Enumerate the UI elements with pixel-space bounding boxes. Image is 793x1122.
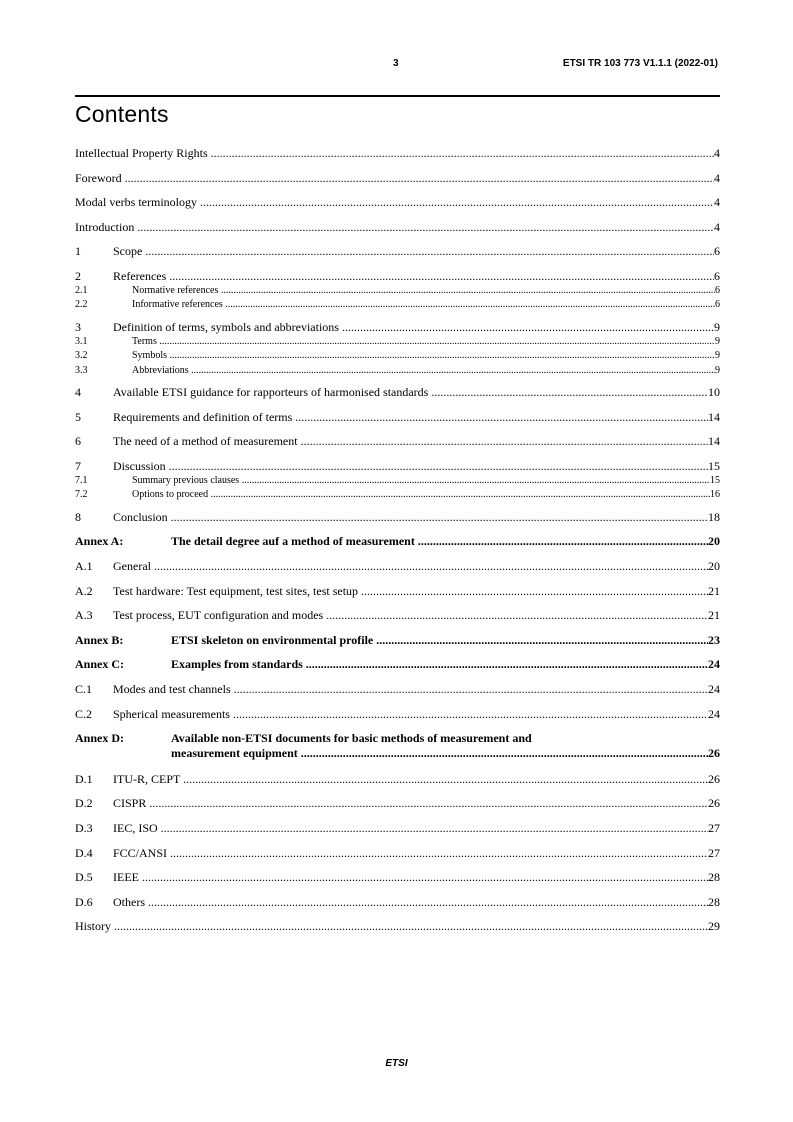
toc-page: 4 (714, 146, 720, 160)
toc-entry-a-3[interactable] (75, 608, 720, 622)
toc-label: Test hardware: Test equipment, test sites, test setup (113, 583, 359, 598)
toc-entry-7[interactable] (75, 459, 720, 473)
toc-page: 21 (708, 608, 720, 623)
page-title: Contents (75, 101, 169, 127)
toc-entry-7-1[interactable] (75, 475, 720, 487)
toc-label: The need of a method of measurement (113, 434, 298, 449)
toc-number: C.2 (75, 706, 93, 721)
toc-entry-2-1[interactable] (75, 285, 720, 297)
toc-label: Modes and test channels (113, 682, 231, 696)
toc-page: 28 (708, 894, 720, 909)
toc-entry-3-2[interactable] (75, 350, 720, 362)
toc-entry-ipr[interactable] (75, 146, 720, 160)
toc-entry-annex-d[interactable] (75, 731, 720, 761)
toc-entry-d-6[interactable] (75, 895, 720, 909)
toc-number: D.3 (75, 820, 93, 835)
toc-number: D.5 (75, 870, 93, 885)
toc-entry-8[interactable] (75, 510, 720, 524)
toc-label: References (113, 268, 167, 283)
toc-entry-a-2[interactable] (75, 584, 720, 598)
toc-page: 24 (708, 706, 720, 721)
toc-page: 9 (715, 336, 720, 348)
toc-page: 24 (708, 682, 720, 696)
toc-entry-annex-c[interactable] (75, 657, 720, 671)
toc-page: 15 (710, 475, 720, 487)
toc-label: ITU-R, CEPT (113, 771, 181, 786)
toc-number: 1 (75, 244, 81, 259)
toc-label: IEC, ISO (113, 820, 158, 835)
toc-label: ETSI skeleton on environmental profile (171, 632, 374, 647)
toc-number: 3.3 (75, 364, 88, 376)
toc-number: 3.1 (75, 336, 88, 348)
toc-page: 6 (715, 285, 720, 297)
toc-entry-modal-verbs[interactable] (75, 195, 720, 209)
header-rule (75, 95, 720, 97)
toc-label: Modal verbs terminology (75, 195, 197, 210)
toc-label-line1: Available non-ETSI documents for basic methods of measurement and (171, 731, 532, 746)
toc-entry-annex-b[interactable] (75, 633, 720, 647)
toc-entry-3-3[interactable] (75, 365, 720, 377)
toc-page: 4 (714, 219, 720, 234)
toc-page: 23 (708, 632, 720, 647)
toc-label: Options to proceed (132, 489, 209, 501)
toc-label: Test process, EUT configuration and modes (113, 608, 324, 623)
toc-label: Terms (132, 336, 157, 348)
toc-number: D.2 (75, 796, 93, 811)
footer-etsi: ETSI (385, 1058, 408, 1069)
toc-label-line2: measurement equipment (171, 746, 298, 761)
toc-label: General (113, 559, 151, 574)
toc-entry-c-1[interactable] (75, 682, 720, 696)
toc-number: 7 (75, 458, 81, 473)
toc-entry-introduction[interactable] (75, 220, 720, 234)
toc-number: 3.2 (75, 350, 88, 362)
toc-page: 9 (715, 364, 720, 376)
toc-number: 2 (75, 268, 81, 283)
toc-label: Intellectual Property Rights (75, 146, 208, 160)
toc-label: Foreword (75, 170, 122, 185)
toc-entry-5[interactable] (75, 410, 720, 424)
toc-label: Requirements and definition of terms (113, 409, 293, 424)
toc-page: 6 (714, 268, 720, 283)
toc-page: 16 (710, 489, 720, 501)
toc-number: 2.2 (75, 299, 88, 311)
toc-entry-1[interactable] (75, 244, 720, 258)
toc-entry-a-1[interactable] (75, 559, 720, 573)
toc-page: 28 (708, 870, 720, 885)
table-of-contents (75, 146, 720, 933)
toc-entry-7-2[interactable] (75, 489, 720, 501)
toc-number: 6 (75, 434, 81, 449)
toc-label: History (75, 919, 111, 934)
toc-page: 20 (708, 559, 720, 574)
toc-page: 24 (708, 657, 720, 672)
toc-number: A.1 (75, 559, 93, 574)
toc-label: Definition of terms, symbols and abbreviations (113, 319, 339, 334)
toc-number: D.6 (75, 894, 93, 909)
toc-page: 9 (715, 350, 720, 362)
toc-number: Annex B: (75, 632, 124, 647)
toc-label: Discussion (113, 458, 166, 473)
toc-page: 9 (714, 319, 720, 334)
toc-entry-6[interactable] (75, 434, 720, 448)
toc-label: Symbols (132, 350, 168, 362)
toc-number: 3 (75, 319, 81, 334)
toc-label: IEEE (113, 870, 139, 885)
toc-label: Available ETSI guidance for rapporteurs of harmonised standards (113, 385, 429, 400)
toc-page: 29 (708, 919, 720, 934)
toc-entry-history[interactable] (75, 919, 720, 933)
toc-label: Introduction (75, 219, 135, 234)
toc-number: Annex A: (75, 534, 124, 549)
toc-entry-2-2[interactable] (75, 299, 720, 311)
toc-page: 21 (708, 583, 720, 598)
toc-label: Spherical measurements (113, 706, 230, 721)
toc-label: Normative references (132, 285, 219, 297)
toc-entry-c-2[interactable] (75, 707, 720, 721)
toc-label: Examples from standards (171, 657, 303, 672)
toc-label: FCC/ANSI (113, 845, 168, 860)
toc-number: 4 (75, 385, 81, 400)
toc-number: 7.2 (75, 489, 88, 501)
toc-page: 4 (714, 195, 720, 210)
toc-number: D.4 (75, 845, 93, 860)
toc-page: 27 (708, 820, 720, 835)
toc-page: 18 (708, 509, 720, 524)
toc-entry-annex-a[interactable] (75, 534, 720, 548)
toc-label: Scope (113, 244, 143, 259)
toc-entry-2[interactable] (75, 269, 720, 283)
toc-label: Conclusion (113, 509, 168, 524)
toc-number: A.3 (75, 608, 93, 623)
page-number: 3 (393, 58, 399, 69)
toc-page: 26 (708, 771, 720, 786)
toc-entry-d-5[interactable] (75, 870, 720, 884)
toc-label: CISPR (113, 796, 147, 811)
toc-number: D.1 (75, 771, 93, 786)
toc-entry-3[interactable] (75, 320, 720, 334)
toc-page: 4 (714, 170, 720, 185)
toc-entry-d-3[interactable] (75, 821, 720, 835)
toc-page: 26 (708, 746, 720, 761)
toc-page: 10 (708, 385, 720, 400)
toc-page: 20 (708, 534, 720, 549)
toc-page: 15 (708, 458, 720, 473)
document-id: ETSI TR 103 773 V1.1.1 (2022-01) (562, 58, 718, 69)
toc-number: C.1 (75, 682, 93, 696)
toc-label: Informative references (132, 299, 223, 311)
toc-label: The detail degree auf a method of measurement (171, 534, 415, 549)
toc-page: 14 (708, 409, 720, 424)
toc-page: 26 (708, 796, 720, 811)
toc-page: 6 (714, 244, 720, 259)
toc-number: A.2 (75, 583, 93, 598)
toc-entry-d-2[interactable] (75, 796, 720, 810)
toc-label: Summary previous clauses (132, 475, 240, 487)
toc-label: Others (113, 894, 145, 909)
toc-number: 5 (75, 409, 81, 424)
toc-entry-3-1[interactable] (75, 336, 720, 348)
toc-number: Annex C: (75, 657, 125, 672)
toc-entry-4[interactable] (75, 385, 720, 399)
toc-page: 14 (708, 434, 720, 449)
toc-number: 2.1 (75, 285, 88, 297)
toc-number: 7.1 (75, 475, 88, 487)
toc-label: Abbreviations (132, 364, 189, 376)
toc-page: 27 (708, 845, 720, 860)
toc-entry-foreword[interactable] (75, 171, 720, 185)
toc-entry-d-4[interactable] (75, 846, 720, 860)
toc-page: 6 (715, 299, 720, 311)
toc-entry-d-1[interactable] (75, 772, 720, 786)
toc-number: 8 (75, 509, 81, 524)
toc-number: Annex D: (75, 731, 125, 746)
